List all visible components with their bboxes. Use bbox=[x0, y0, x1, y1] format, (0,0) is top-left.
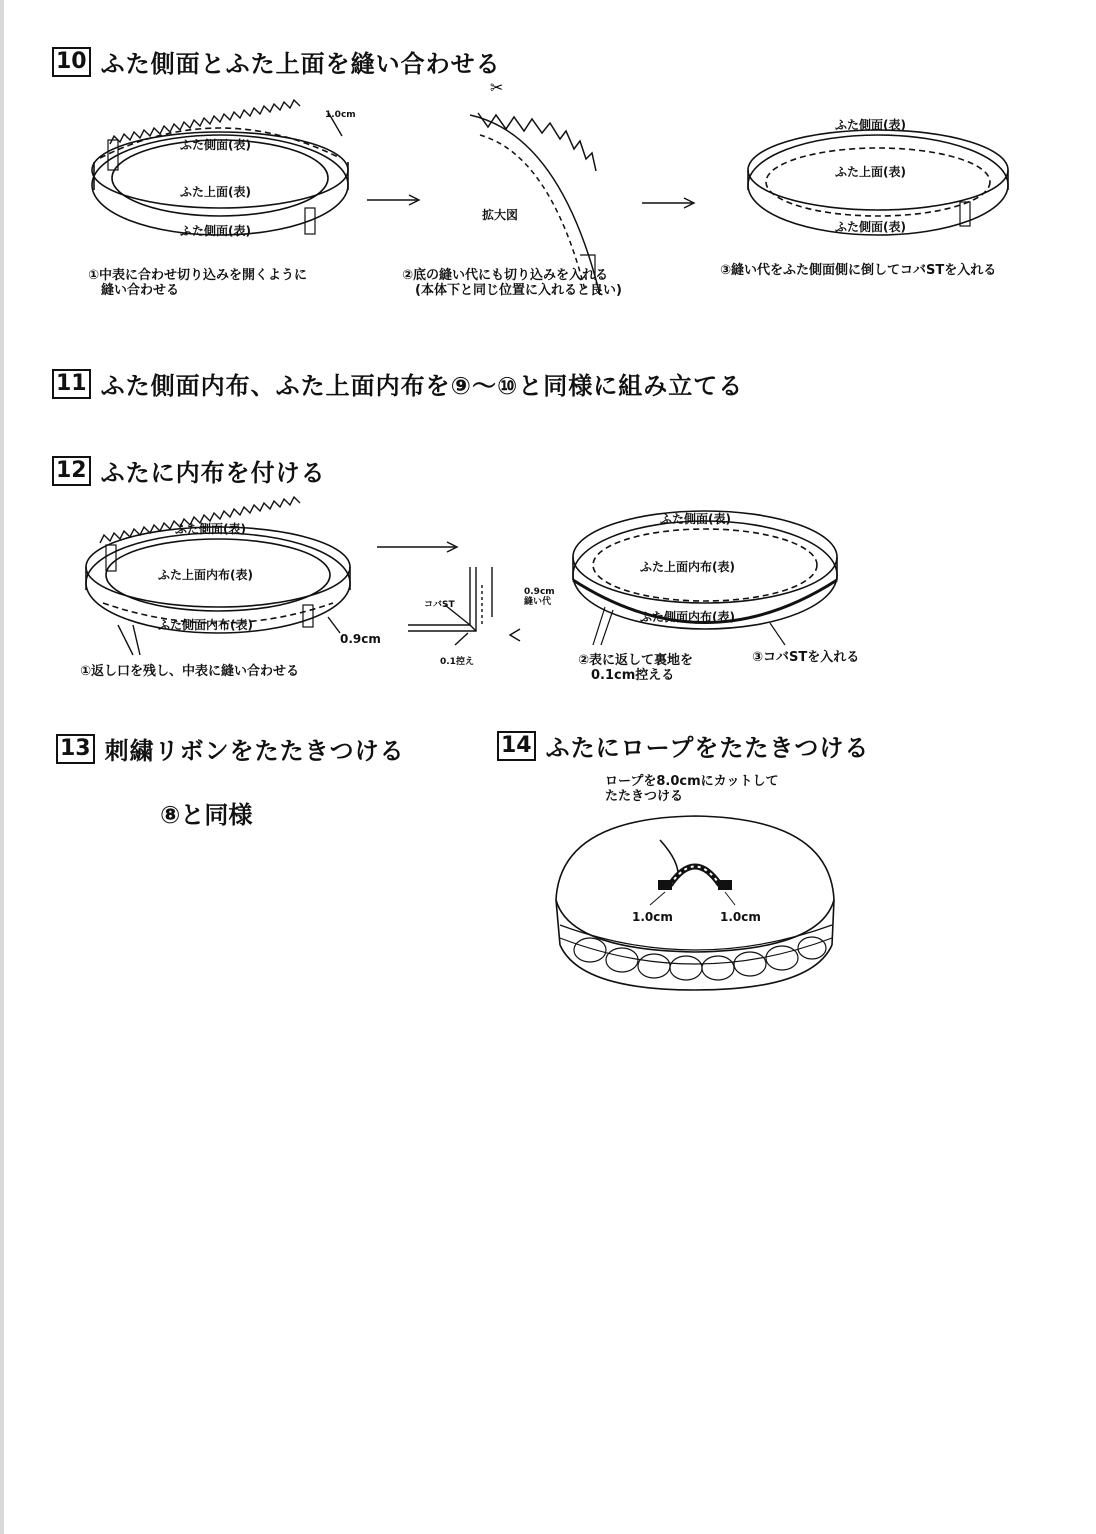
lid-side-label: ふた側面(表) bbox=[175, 522, 246, 536]
measure-label: 1.0cm bbox=[325, 110, 356, 120]
koba-st-label: コバST bbox=[424, 600, 455, 610]
step-12-heading bbox=[52, 453, 326, 488]
caption-1: ①返し口を残し、中表に縫い合わせる bbox=[80, 664, 300, 679]
lid-side-lining-label: ふた側面内布(表) bbox=[158, 618, 253, 632]
offset-label: 0.1控え bbox=[440, 657, 474, 667]
lid-side-label: ふた側面(表) bbox=[835, 118, 906, 132]
page-edge bbox=[0, 0, 4, 1534]
step-14-heading bbox=[497, 728, 869, 763]
caption-3: ③縫い代をふた側面側に倒してコバSTを入れる bbox=[720, 263, 997, 278]
lid-top-lining-label: ふた上面内布(表) bbox=[640, 560, 735, 574]
measure-left-label: 1.0cm bbox=[632, 910, 673, 924]
arrow-icon bbox=[375, 537, 465, 557]
step-number: 12 bbox=[52, 456, 91, 486]
rope-note: ロープを8.0cmにカットして たたきつける bbox=[605, 774, 779, 804]
step-number: 10 bbox=[52, 47, 91, 77]
measure-label: 0.9cm bbox=[340, 632, 381, 646]
svg-text:✂: ✂ bbox=[490, 78, 504, 97]
lid-top-label: ふた上面(表) bbox=[835, 165, 906, 179]
lid-side-lining-label: ふた側面内布(表) bbox=[640, 610, 735, 624]
caption-1: ①中表に合わせ切り込みを開くように 縫い合わせる bbox=[88, 268, 308, 298]
measure-right-label: 1.0cm bbox=[720, 910, 761, 924]
arrow-icon bbox=[640, 193, 700, 213]
step-title: ふたにロープをたたきつける bbox=[545, 734, 870, 762]
lid-side-label-bottom: ふた側面(表) bbox=[180, 224, 251, 238]
enlarged-view-label: 拡大図 bbox=[482, 208, 519, 222]
step-11-heading bbox=[52, 366, 743, 401]
lid-side-label: ふた側面(表) bbox=[180, 138, 251, 152]
lid-side-label-bottom: ふた側面(表) bbox=[835, 220, 906, 234]
step-title: ふた側面内布、ふた上面内布を⑨～⑩と同様に組み立てる bbox=[100, 372, 744, 400]
step-title: 刺繍リボンをたたきつける bbox=[104, 737, 405, 765]
seam-allowance-label: 0.9cm 縫い代 bbox=[524, 587, 555, 607]
lid-rope-figure bbox=[550, 800, 840, 1000]
same-as-step-8-note: ⑧と同様 bbox=[160, 801, 253, 829]
arrow-icon bbox=[365, 190, 425, 210]
caption-2: ②底の縫い代にも切り込みを入れる (本体下と同じ位置に入れると良い) bbox=[402, 268, 622, 298]
step-13-heading bbox=[56, 731, 405, 766]
lid-top-label: ふた上面(表) bbox=[180, 185, 251, 199]
step-title: ふたに内布を付ける bbox=[100, 459, 326, 487]
step-number: 11 bbox=[52, 369, 91, 399]
caption-2: ②表に返して裏地を 0.1cm控える bbox=[578, 653, 694, 683]
caption-3: ③コバSTを入れる bbox=[752, 650, 860, 665]
step-10-heading bbox=[52, 44, 501, 79]
step-number: 13 bbox=[56, 734, 95, 764]
lid-side-label: ふた側面(表) bbox=[660, 512, 731, 526]
seam-detail-figure bbox=[400, 565, 530, 645]
step-number: 14 bbox=[497, 731, 536, 761]
step-title: ふた側面とふた上面を縫い合わせる bbox=[100, 50, 501, 78]
lid-top-lining-label: ふた上面内布(表) bbox=[158, 568, 253, 582]
